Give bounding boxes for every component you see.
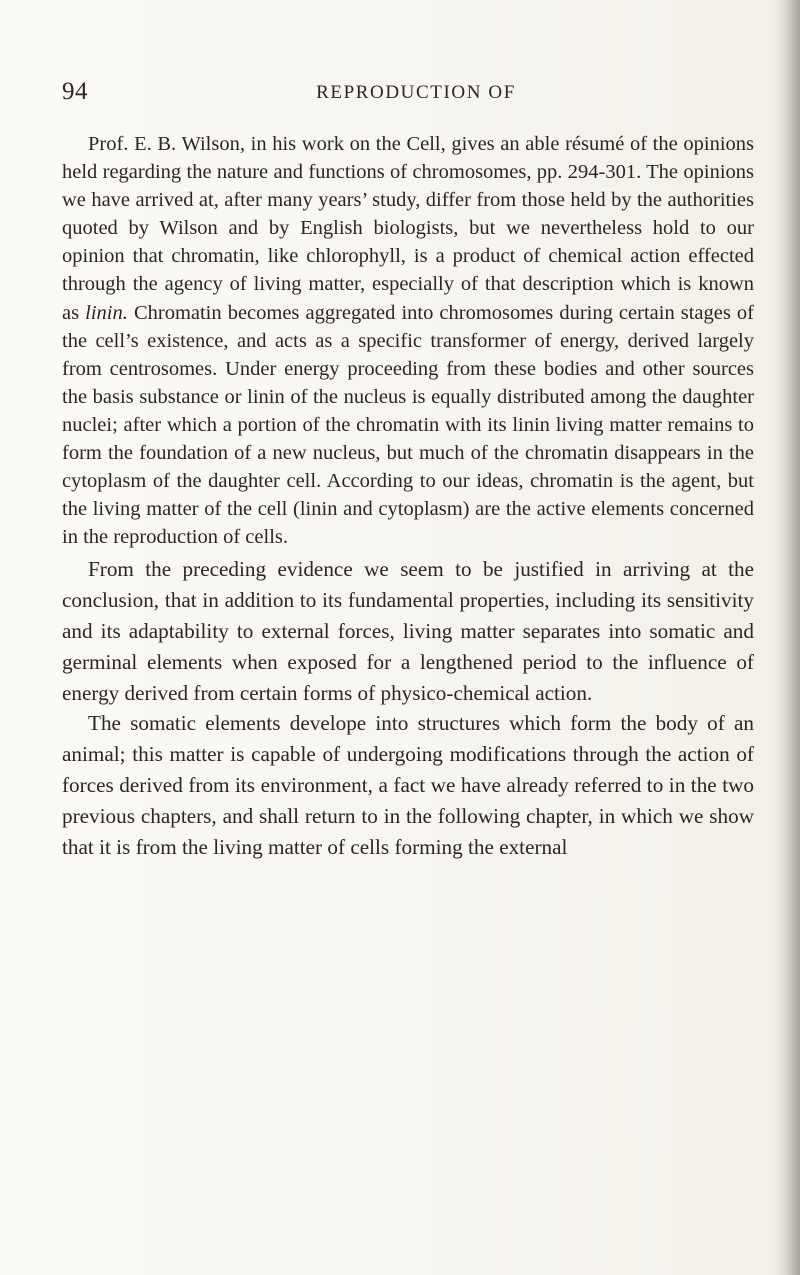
paragraph-1-italic-term: linin. [85, 301, 128, 324]
page-header [62, 78, 752, 110]
running-head: REPRODUCTION OF [316, 82, 516, 103]
paragraph-1 [62, 130, 754, 551]
paragraph-3: The somatic elements develope into structures which form the body of an animal; this matter is capable of undergoing modifications through the action of forces derived from its environment, a fact we have already referred to in the two previous chapters, and shall return to in the following chapter, in which we show that it is from the living matter of cells forming the external [62, 711, 754, 859]
body-text [62, 130, 754, 862]
page-edge-shadow [774, 0, 800, 1275]
paragraph-2: From the preceding evidence we seem to be justified in arriving at the conclusion, that in addition to its fundamental properties, including its sensitivity and its adaptability to external forces, living matter separates into somatic and germinal elements when exposed for a lengthened period to the influence of energy derived from certain forms of physico-chemical action. [62, 557, 754, 705]
paragraph-1-text-b: Chromatin becomes aggregated into chromosomes during certain stages of the cell’s existence, and acts as a specific transformer of energy, derived largely from centrosomes. Under energy proceeding from these bodies and other sources the basis substance or linin of the nucleus is equally distributed among the daughter nuclei; after which a portion of the chromatin with its linin living matter remains to form the foundation of a new nucleus, but much of the chromatin disappears in the cytoplasm of the daughter cell. According to our ideas, chromatin is the agent, but the living matter of the cell (linin and cytoplasm) are the active elements concerned in the reproduction of cells. [62, 301, 754, 549]
paragraph-1-text-a: Prof. E. B. Wilson, in his work on the Cell, gives an able résumé of the opinions held regarding the nature and functions of chromosomes, pp. 294-301. The opinions we have arrived at, after many years’ study, differ from those held by the authorities quoted by Wilson and by English biologists, but we nevertheless hold to our opinion that chromatin, like chlorophyll, is a product of chemical action effected through the agency of living matter, especially of that description which is known as [62, 133, 754, 324]
page-number: 94 [62, 78, 88, 105]
